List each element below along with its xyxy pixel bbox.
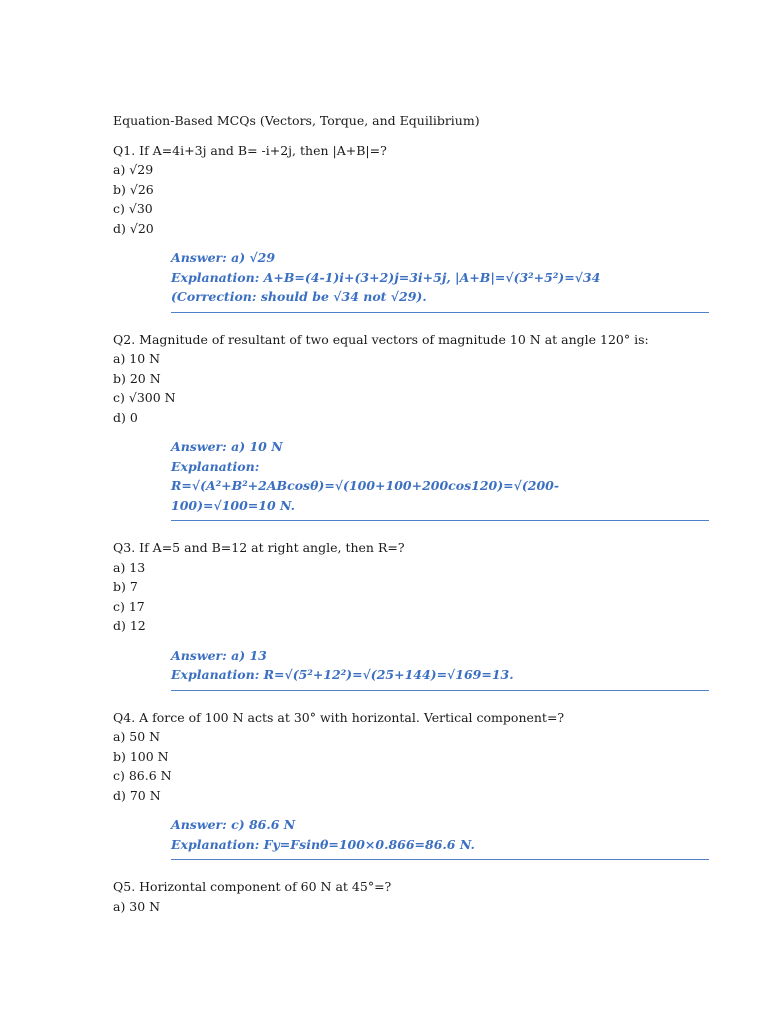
option-b: b) 20 N <box>113 370 161 386</box>
answer-block <box>171 815 709 860</box>
option-d: d) 12 <box>113 618 146 633</box>
option-a: a) 13 <box>113 559 146 575</box>
explanation-line: R=√(A²+B²+2ABcosθ)=√(100+100+200cos120)=√(200- <box>171 478 560 493</box>
answer-line: Answer: a) 13 <box>171 647 267 663</box>
option-d: d) √20 <box>113 220 154 236</box>
explanation-line: Explanation: <box>171 458 260 474</box>
answer-block <box>171 646 709 691</box>
explanation-line: 100)=√100=10 N. <box>171 497 295 513</box>
question-5 <box>113 877 713 916</box>
option-d: d) 0 <box>113 409 138 425</box>
explanation-line: Explanation: Fy=Fsinθ=100×0.866=86.6 N. <box>171 836 475 852</box>
option-a: a) 50 N <box>113 729 161 744</box>
option-c: c) √30 <box>113 201 153 216</box>
explanation-line: Explanation: R=√(5²+12²)=√(25+144)=√169=13. <box>171 667 514 682</box>
question-3 <box>113 538 713 691</box>
question-text: Q3. If A=5 and B=12 at right angle, then R=? <box>113 540 405 555</box>
answer-line: Answer: a) 10 N <box>171 439 283 454</box>
option-b: b) √26 <box>113 181 154 197</box>
question-1 <box>113 141 713 313</box>
question-text: Q2. Magnitude of resultant of two equal vectors of magnitude 10 N at angle 120° is: <box>113 331 649 347</box>
option-c: c) 17 <box>113 598 145 614</box>
question-text: Q5. Horizontal component of 60 N at 45°=? <box>113 879 392 894</box>
answer-block <box>171 248 709 313</box>
question-4 <box>113 708 713 861</box>
answer-line: Answer: c) 86.6 N <box>171 817 296 832</box>
document-page <box>113 111 713 916</box>
question-text: Q4. A force of 100 N acts at 30° with horizontal. Vertical component=? <box>113 709 565 725</box>
option-c: c) 86.6 N <box>113 768 172 783</box>
option-b: b) 100 N <box>113 748 169 764</box>
explanation-line: (Correction: should be √34 not √29). <box>171 289 427 304</box>
option-a: a) 30 N <box>113 898 161 914</box>
question-2 <box>113 330 713 522</box>
option-a: a) 10 N <box>113 351 161 366</box>
answer-line: Answer: a) √29 <box>171 250 276 265</box>
document-title: Equation-Based MCQs (Vectors, Torque, and Equilibrium) <box>113 113 480 128</box>
option-b: b) 7 <box>113 579 138 594</box>
option-d: d) 70 N <box>113 787 161 803</box>
answer-block <box>171 437 709 521</box>
question-text: Q1. If A=4i+3j and B= -i+2j, then |A+B|=? <box>113 142 387 158</box>
option-a: a) √29 <box>113 162 154 177</box>
explanation-line: Explanation: A+B=(4-1)i+(3+2)j=3i+5j, |A+B|=√(3²+5²)=√34 <box>171 269 601 285</box>
option-c: c) √300 N <box>113 390 176 405</box>
